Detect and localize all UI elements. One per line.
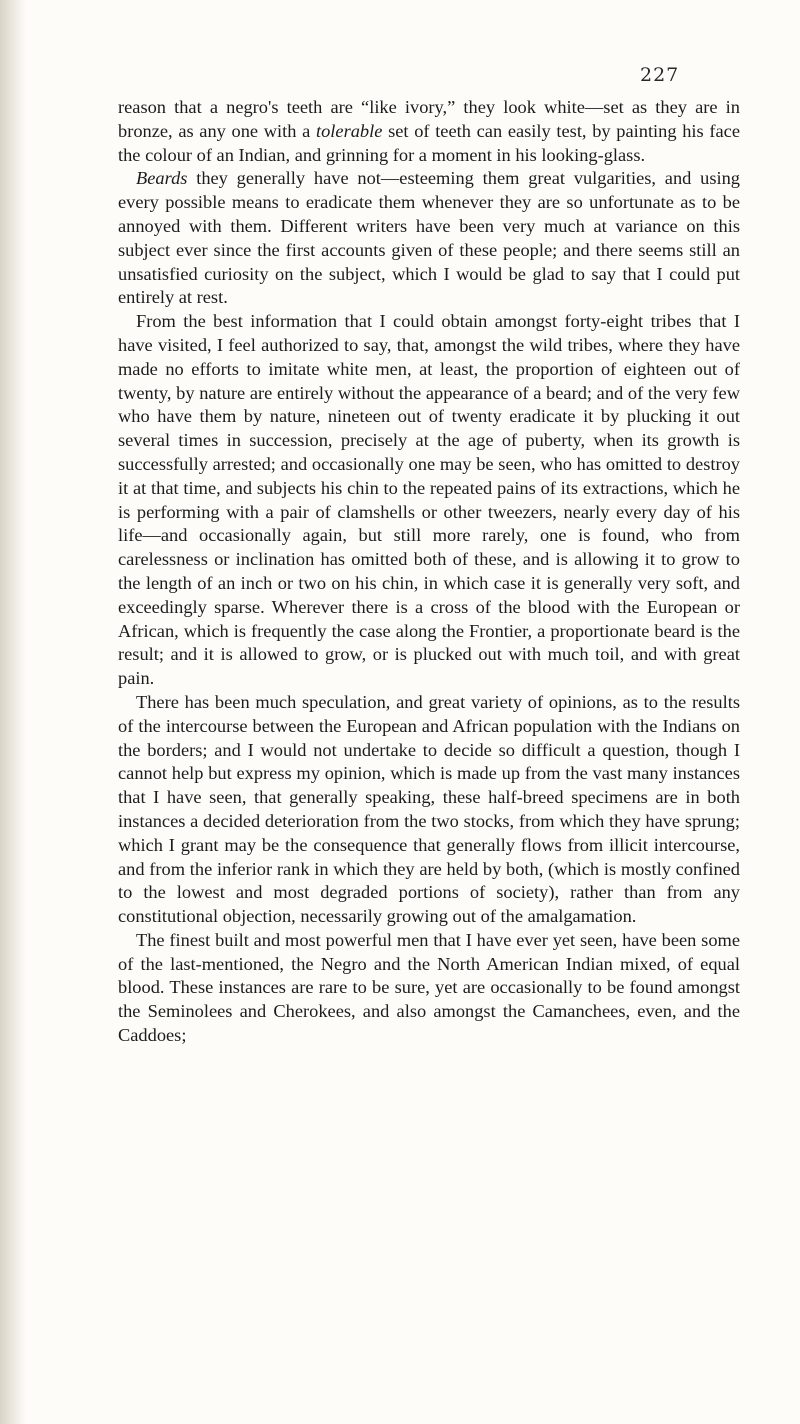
paragraph-speculation: There has been much speculation, and great variety of opinions, as to the results of the intercourse between the European and African population with the Indians on the borders; and I would not undertake to decide so difficult a question, though I cannot help but express my opinion, which is made up from the vast many instances that I have seen, that generally speaking, these half-breed specimens are in both instances a decided deterioration from the two stocks, from which they have sprung; which I grant may be the consequence that generally flows from illicit intercourse, and from the inferior rank in which they are held by both, (which is mostly confined to the lowest and most degraded portions of society), rather than from any constitutional objection, necessarily growing out of the amalgamation. bbox=[118, 691, 740, 927]
page-number: 227 bbox=[640, 64, 680, 86]
paragraph-information: From the best information that I could obtain amongst forty-eight tribes that I have visited, I feel authorized to say, that, amongst the wild tribes, where they have made no efforts to imitate white men, at least, the proportion of eighteen out of twenty, by nature are entirely without the appearance of a beard; and of the very few who have them by nature, nineteen out of twenty eradicate it by plucking it out several times in succession, precisely at the age of puberty, when its growth is successfully arrested; and occasionally one may be seen, who has omitted to destroy it at that time, and subjects his chin to the repeated pains of its extractions, which he is performing with a pair of clamshells or other tweezers, nearly every day of his life—and occasionally again, but still more rarely, one is found, who from carelessness or inclination has omitted both of these, and is allowing it to grow to the length of an inch or two on his chin, in which case it is generally very soft, and exceedingly sparse. Wherever there is a cross of the blood with the European or African, which is frequently the case along the Frontier, a proportionate beard is the result; and it is allowed to grow, or is plucked out with much toil, and with great pain. bbox=[118, 311, 740, 689]
body-text bbox=[118, 96, 740, 1048]
paragraph-beards: Beards they generally have not—esteeming them great vulgarities, and using every possible means to eradicate them whenever they are so unfortunate as to be annoyed with them. Different writers have been very much at variance on this subject ever since the first accounts given of these people; and there seems still an unsatisfied curiosity on the subject, which I would be glad to say that I could put entirely at rest. bbox=[118, 168, 740, 308]
italic-word: tolerable bbox=[316, 120, 383, 141]
page-gutter-shadow bbox=[0, 0, 26, 1424]
paragraph-finest-built: The finest built and most powerful men that I have ever yet seen, have been some of the last-mentioned, the Negro and the North American Indian mixed, of equal blood. These instances are rare to be sure, yet are occasionally to be found amongst the Seminolees and Cherokees, and also amongst the Camanchees, even, and the Caddoes; bbox=[118, 929, 740, 1046]
italic-word: Beards bbox=[136, 168, 188, 189]
paragraph-teeth: reason that a negro's teeth are “like ivory,” they look white—set as they are in bronze, as any one with a tolerable set of teeth can easily test, by painting his face the colour of an Indian, and grinning for a moment in his looking-glass. bbox=[118, 97, 740, 165]
